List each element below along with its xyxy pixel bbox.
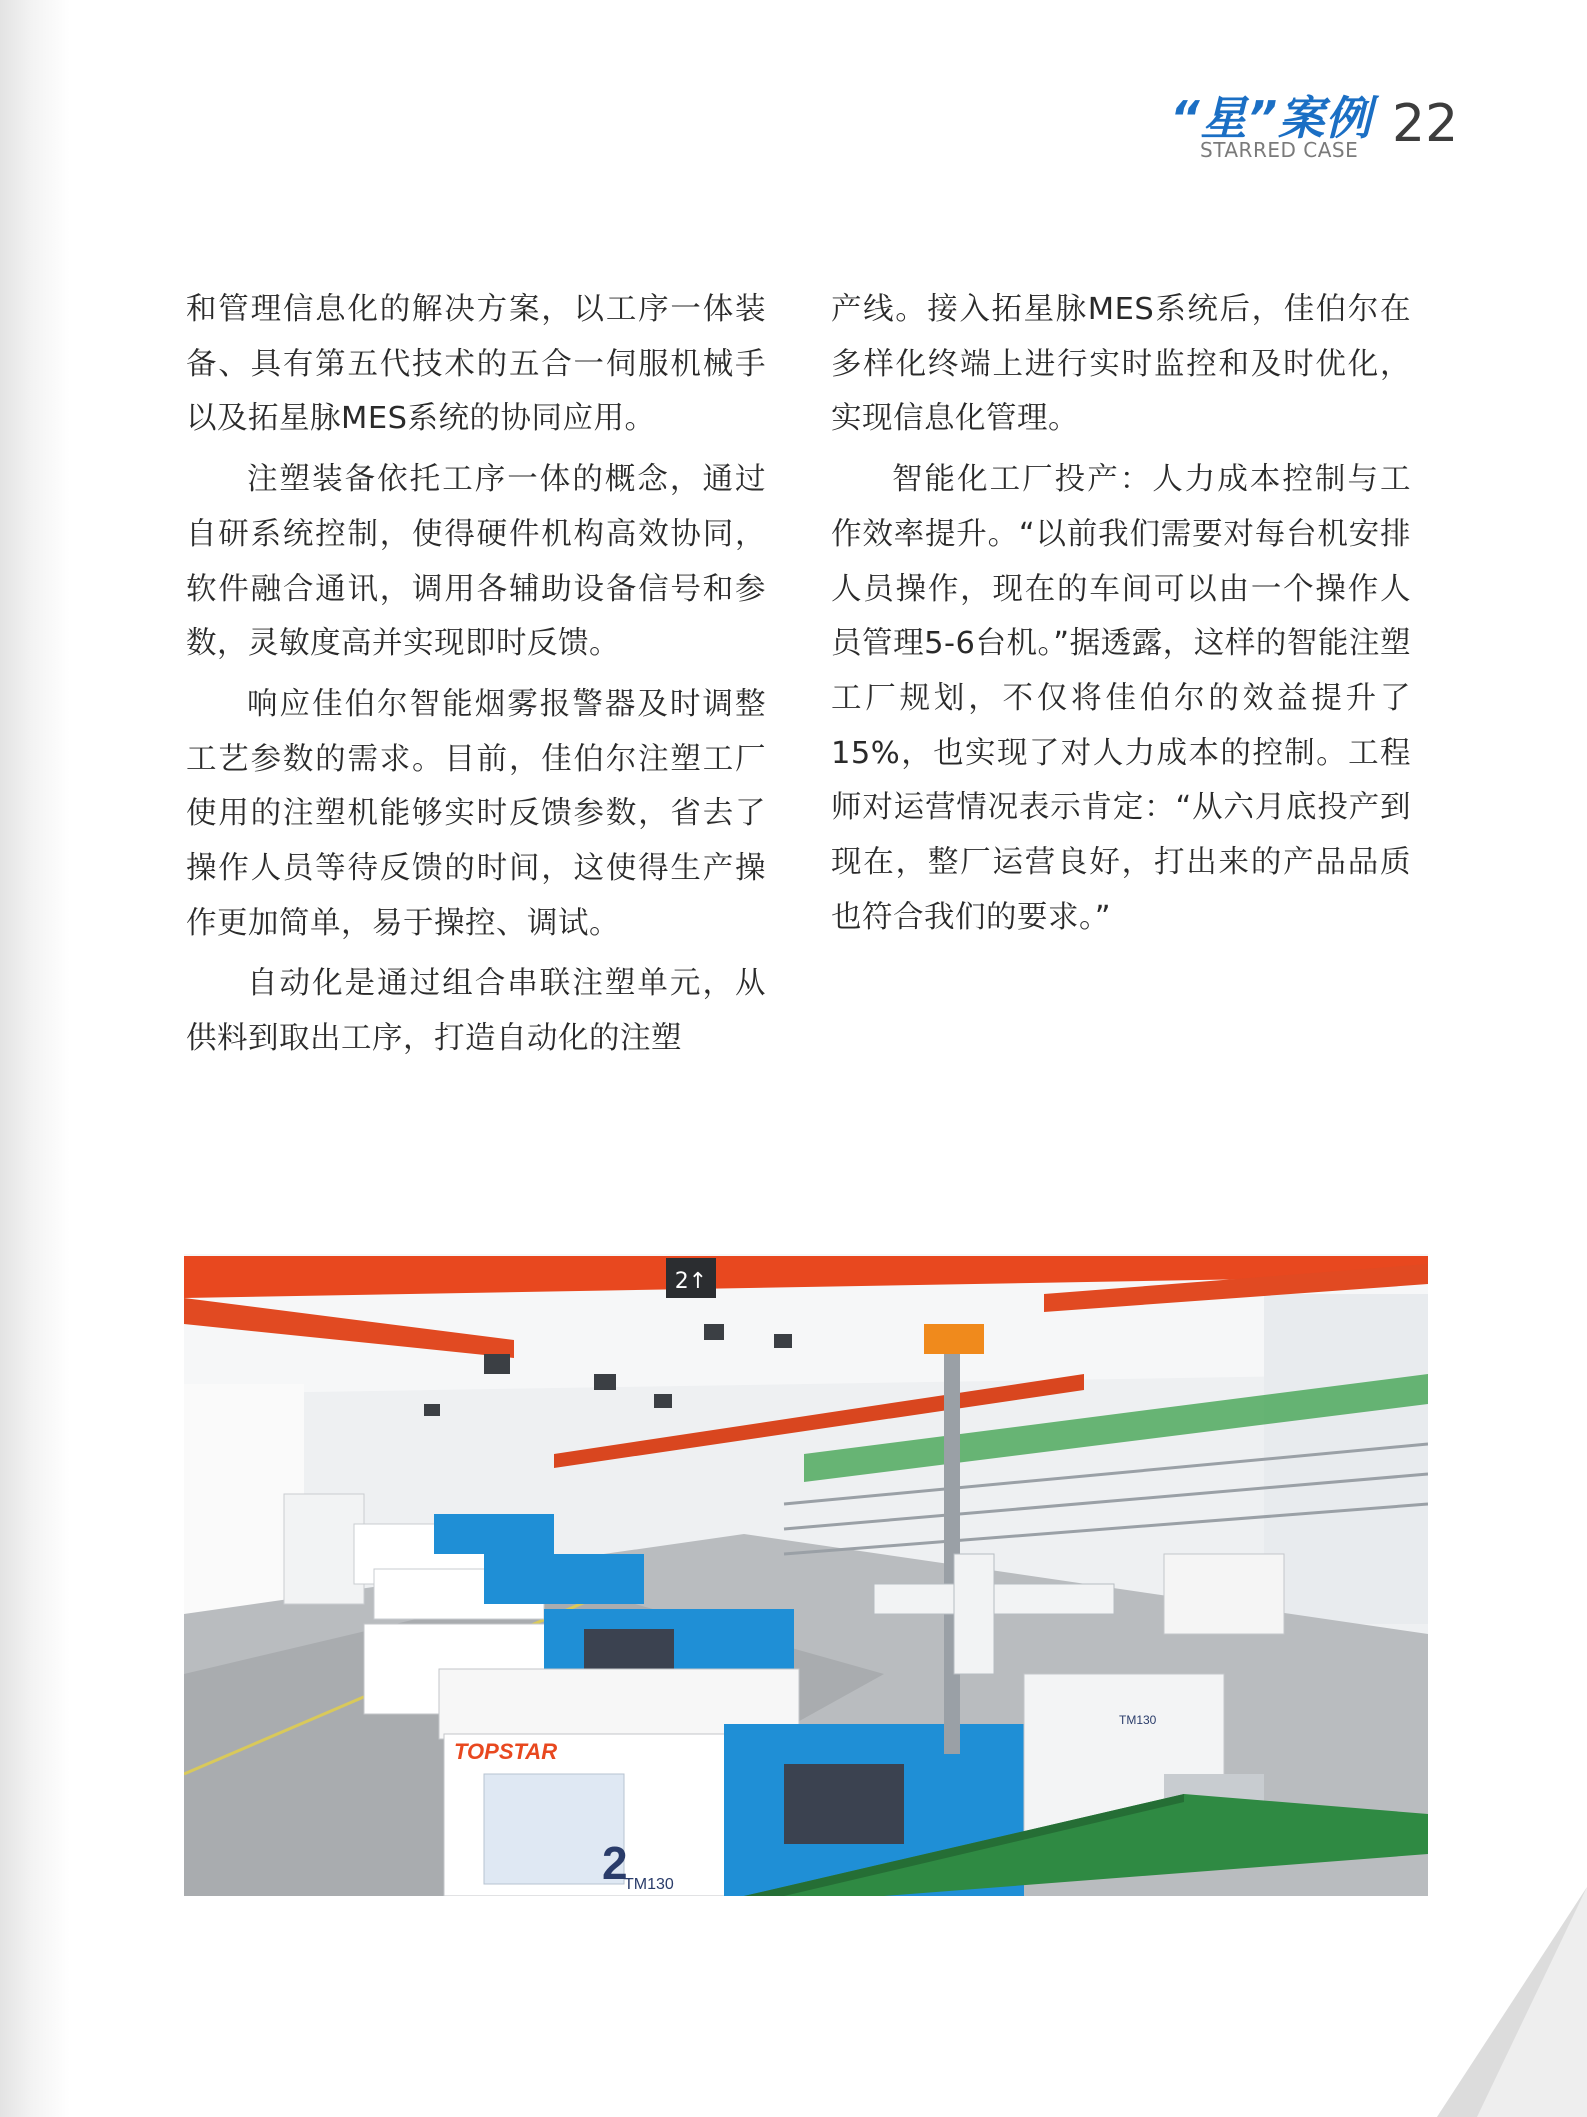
- paragraph: 注塑装备依托工序一体的概念，通过自研系统控制，使得硬件机构高效协同，软件融合通讯，调用各辅助设备信号和参数，灵敏度高并实现即时反馈。: [186, 462, 766, 662]
- machine-number: 2: [602, 1837, 628, 1889]
- factory-floor-illustration: [184, 1254, 1428, 1896]
- paragraph: 智能化工厂投产：人力成本控制与工作效率提升。“以前我们需要对每台机安排人员操作，现在的车间可以由一个操作人员管理5-6台机。”据透露，这样的智能注塑工厂规划，不仅将佳伯尔的效益提升了15%，也实现了对人力成本的控制。工程师对运营情况表示肯定：“从六月底投产到现在，整厂运营良好，打出来的产品品质也符合我们的要求。”: [831, 462, 1411, 935]
- page-curl-corner: [1417, 1877, 1587, 2117]
- right-text-column: [831, 283, 1411, 951]
- page-header: [1170, 82, 1460, 162]
- paragraph: 响应佳伯尔智能烟雾报警器及时调整工艺参数的需求。目前，佳伯尔注塑工厂使用的注塑机能够实时反馈参数，省去了操作人员等待反馈的时间，这使得生产操作更加简单，易于操控、调试。: [186, 686, 766, 941]
- robot-model-label: TM130: [1119, 1713, 1157, 1727]
- paragraph: 自动化是通过组合串联注塑单元，从供料到取出工序，打造自动化的注塑: [186, 966, 766, 1057]
- factory-photo: [184, 1254, 1428, 1896]
- left-text-column: [186, 283, 766, 1073]
- page-spine-shadow: [0, 0, 70, 2117]
- paragraph: 产线。接入拓星脉MES系统后，佳伯尔在多样化终端上进行实时监控和及时优化，实现信息化管理。: [831, 292, 1411, 437]
- page-number: 22: [1392, 94, 1459, 154]
- model-label: TM130: [624, 1876, 674, 1893]
- paragraph: 和管理信息化的解决方案，以工序一体装备、具有第五代技术的五合一伺服机械手以及拓星脉MES系统的协同应用。: [186, 292, 766, 437]
- bay-sign-text: 2↑: [674, 1269, 708, 1294]
- brand-logo: TOPSTAR: [454, 1739, 558, 1764]
- section-subtitle: STARRED CASE: [1200, 138, 1359, 162]
- section-title: “星”案例: [1170, 91, 1373, 145]
